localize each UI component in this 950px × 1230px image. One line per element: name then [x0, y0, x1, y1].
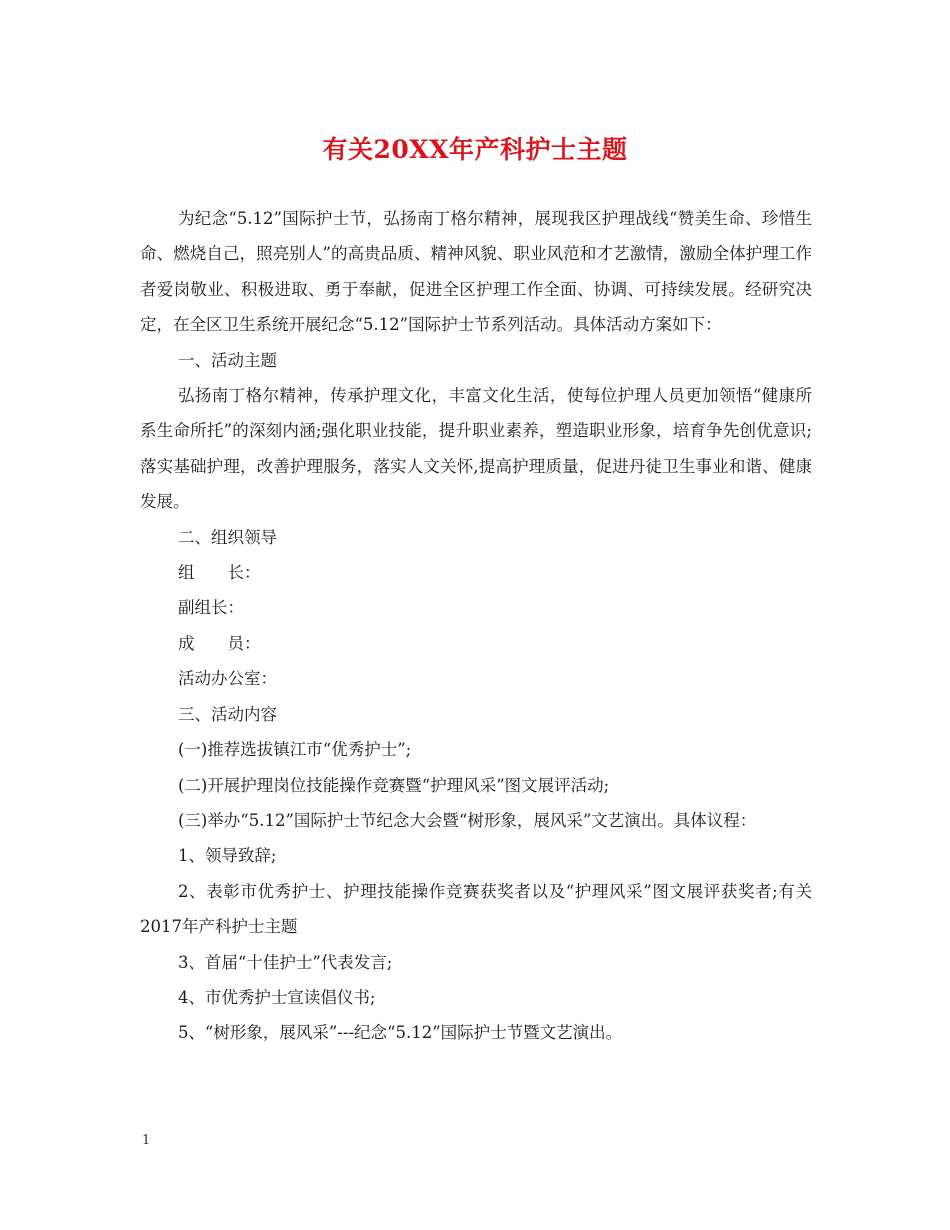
- paragraph-intro: 为纪念“5.12”国际护士节，弘扬南丁格尔精神，展现我区护理战线“赞美生命、珍惜生命、燃烧自己，照亮别人”的高贵品质、精神风貌、职业风范和才艺激情，激励全体护理工作者爱岗敬业、积极进取、勇于奉献，促进全区护理工作全面、协调、可持续发展。经研究决定，在全区卫生系统开展纪念“5.12”国际护士节系列活动。具体活动方案如下：: [140, 209, 812, 335]
- agenda-item: 5、“树形象，展风采”---纪念“5.12”国际护士节暨文艺演出。: [177, 1023, 623, 1043]
- line-deputy-leader: 副组长：: [177, 598, 244, 618]
- document-title: 有关20XX年产科护士主题: [322, 135, 628, 164]
- agenda-item: 3、首届“十佳护士”代表发言;: [177, 952, 393, 972]
- list-item: (一)推荐选拔镇江市“优秀护士”;: [177, 740, 412, 760]
- paragraph-theme: 弘扬南丁格尔精神，传承护理文化，丰富文化生活，使每位护理人员更加领悟“健康所系生命所托”的深刻内涵;强化职业技能，提升职业素养，塑造职业形象，培育争先创优意识;落实基础护理，改善护理服务，落实人文关怀,提高护理质量，促进丹徒卫生事业和谐、健康发展。: [140, 386, 812, 512]
- agenda-item: 2、表彰市优秀护士、护理技能操作竞赛获奖者以及“护理风采”图文展评获奖者;有关2017年产科护士主题: [140, 881, 812, 937]
- heading-activity-theme: 一、活动主题: [177, 350, 277, 370]
- heading-organization: 二、组织领导: [177, 527, 277, 547]
- list-item: (二)开展护理岗位技能操作竞赛暨“护理风采”图文展评活动;: [177, 775, 610, 795]
- line-members: 成 员：: [177, 633, 261, 653]
- list-item: (三)举办“5.12”国际护士节纪念大会暨“树形象，展风采”文艺演出。具体议程：: [177, 810, 757, 830]
- agenda-item: 4、市优秀护士宣读倡仪书;: [177, 987, 376, 1007]
- document-body: [140, 201, 812, 1051]
- line-team-leader: 组 长：: [177, 563, 261, 583]
- heading-activity-content: 三、活动内容: [177, 704, 277, 724]
- line-activity-office: 活动办公室：: [177, 669, 277, 689]
- agenda-item: 1、领导致辞;: [177, 846, 277, 866]
- page-number: 1: [142, 1133, 151, 1148]
